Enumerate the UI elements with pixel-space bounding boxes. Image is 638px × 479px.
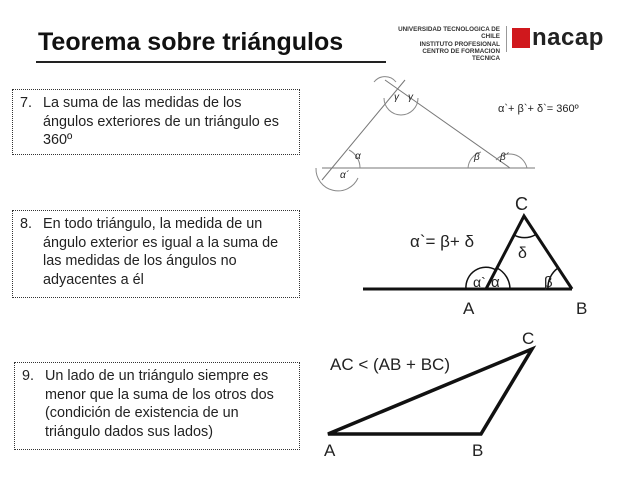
- fig8-alpha-ext-label: α`: [473, 274, 486, 290]
- fig7-alpha-label: α: [355, 151, 361, 162]
- fig8-delta-label: δ: [518, 245, 527, 262]
- fig7-alpha-prime-label: α´: [340, 170, 350, 181]
- logo-name: nacap: [532, 24, 604, 51]
- fig8-vertex-b: B: [576, 299, 588, 318]
- theorem-number: 8.: [20, 216, 33, 232]
- fig7-left-line: [322, 80, 405, 180]
- fig9-vertex-b: B: [472, 441, 484, 460]
- logo-line-1: UNIVERSIDAD TECNOLOGICA DE CHILE: [398, 26, 500, 41]
- fig7-gamma-prime-arc: [374, 77, 396, 82]
- fig7-beta-label: β: [474, 152, 480, 163]
- fig7-beta-prime-label: β´: [500, 152, 510, 163]
- figure-9-diagram: [324, 329, 534, 460]
- fig8-vertex-c: C: [515, 194, 528, 214]
- fig7-gamma-prime-label: γ: [408, 92, 413, 103]
- fig8-delta-arc: [514, 235, 535, 238]
- theorem-number: 9.: [22, 368, 35, 384]
- fig8-alpha-label: α: [491, 274, 500, 291]
- fig7-right-line: [385, 80, 510, 168]
- page-title: Teorema sobre triángulos: [38, 28, 344, 56]
- figure-7-diagram: [316, 77, 579, 191]
- fig8-vertex-a: A: [463, 299, 475, 318]
- fig9-formula: AC < (AB + BC): [330, 355, 450, 374]
- fig7-gamma-label: γ: [394, 92, 399, 103]
- figure-8-diagram: [363, 194, 587, 318]
- theorem-text: La suma de las medidas de los ángulos exteriores de un triángulo es 360º: [43, 95, 279, 148]
- fig7-formula: α`+ β`+ δ`= 360º: [498, 103, 579, 115]
- theorem-number: 7.: [20, 95, 33, 111]
- fig9-vertex-c: C: [522, 329, 535, 348]
- fig8-beta-label: β: [544, 274, 553, 291]
- fig9-vertex-a: A: [324, 441, 336, 460]
- logo-line-3: CENTRO DE FORMACION TECNICA: [422, 47, 500, 63]
- theorem-text: En todo triángulo, la medida de un ángulo exterior es igual a la suma de las medidas de los ángulos no adyacentes a él: [43, 216, 279, 288]
- theorem-text: Un lado de un triángulo siempre es menor que la suma de los otros dos (condición de existencia de un triángulo dados sus lados): [45, 368, 274, 440]
- fig8-formula: α`= β+ δ: [410, 232, 475, 251]
- logo-line-2: INSTITUTO PROFESIONAL: [419, 40, 500, 48]
